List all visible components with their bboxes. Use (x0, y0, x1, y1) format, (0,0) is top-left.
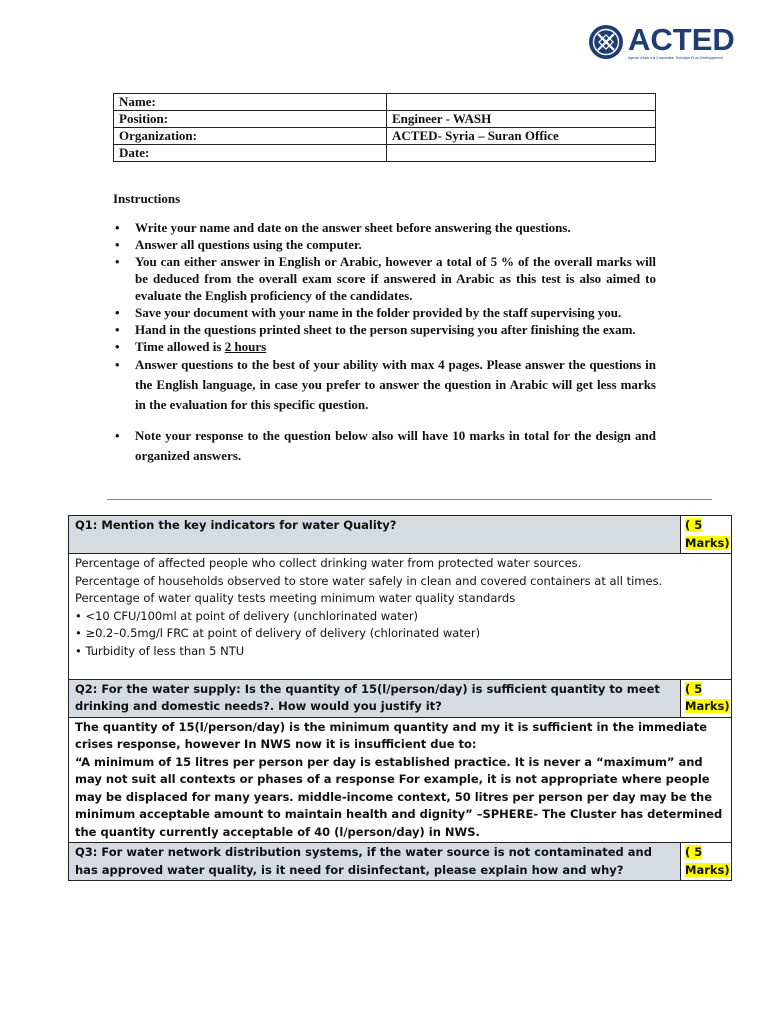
section-divider (107, 499, 712, 500)
answer-line: “A minimum of 15 litres per person per day is established practice. It is never a “maximum” and may not suit all contexts or phases of a response For example, it is not appropriate where people may be displaced for many years. middle-income context, 50 litres per person per day may be the minimum acceptable amount to maintain health and dignity” –SPHERE- The Cluster has determined the quantity currently acceptable of 40 (l/person/day) in NWS. (75, 754, 723, 839)
answer-line: Percentage of households observed to store water safely in clean and covered containers at all times. (75, 573, 663, 588)
answer-line: The quantity of 15(l/person/day) is the minimum quantity and my it is sufficient in the immediate crises response, however In NWS now it is insufficient due to: (75, 719, 708, 751)
time-allowed-value: 2 hours (224, 339, 267, 354)
info-value (387, 94, 656, 111)
instruction-item: • Write your name and date on the answer sheet before answering the questions. (113, 219, 656, 236)
candidate-info-table (113, 93, 656, 162)
info-label: Name: (114, 94, 387, 111)
answer-spacer (75, 660, 725, 678)
instructions-list (113, 219, 656, 466)
answer-line: • <10 CFU/100ml at point of delivery (unchlorinated water) (75, 608, 419, 623)
answer-line: • ≥0.2–0.5mg/l FRC at point of delivery of delivery (chlorinated water) (75, 626, 481, 640)
instruction-item: • You can either answer in English or Arabic, however a total of 5 % of the overall marks will be deduced from the overall exam score if answered in Arabic as this test is also aimed to evaluate the English proficiency of the candidates. (113, 253, 656, 304)
question-text: Q1: Mention the key indicators for water Quality? (69, 516, 681, 554)
instruction-item: • Answer all questions using the computer. (113, 236, 656, 253)
question-row-q2 (69, 679, 732, 717)
marks-cell (681, 679, 732, 717)
answer-row-q1 (69, 554, 732, 680)
logo-tagline: Agence d'Aide à la Coopération Technique Et au Développement (628, 56, 723, 60)
instructions-heading: Instructions (113, 191, 181, 206)
instruction-item: • Save your document with your name in the folder provided by the staff supervising you. (113, 304, 656, 321)
acted-logo (588, 22, 733, 70)
info-row-date (114, 145, 656, 162)
info-label: Organization: (114, 128, 387, 145)
answer-cell (69, 717, 732, 843)
marks-label: ( 5 Marks) (685, 681, 730, 713)
info-row-name (114, 94, 656, 111)
marks-cell (681, 843, 732, 881)
question-text: Q2: For the water supply: Is the quantity of 15(l/person/day) is sufficient quantity to meet drinking and domestic needs?. How would you justify it? (69, 679, 681, 717)
marks-label: ( 5 Marks) (685, 845, 730, 877)
info-label: Position: (114, 111, 387, 128)
acted-badge-icon (588, 24, 624, 60)
answer-line: Percentage of water quality tests meeting minimum water quality standards (75, 591, 516, 605)
question-row-q1 (69, 516, 732, 554)
instruction-item: • Answer questions to the best of your ability with max 4 pages. Please answer the questions in the English language, in case you prefer to answer the question in Arabic will get less marks in the evaluation for this specific question. (113, 355, 656, 415)
marks-cell (681, 516, 732, 554)
answer-cell (69, 554, 732, 680)
answer-row-q2 (69, 717, 732, 843)
info-value: ACTED- Syria – Suran Office (387, 128, 656, 145)
instruction-item-time (113, 338, 656, 355)
instruction-item: • Note your response to the question below also will have 10 marks in total for the design and organized answers. (113, 426, 656, 466)
logo-name: ACTED (628, 22, 735, 57)
answer-line: Percentage of affected people who collect drinking water from protected water sources. (75, 556, 582, 570)
info-value (387, 145, 656, 162)
info-value: Engineer - WASH (387, 111, 656, 128)
marks-label: ( 5 Marks) (685, 518, 730, 550)
info-row-organization (114, 128, 656, 145)
questions-table (68, 515, 732, 881)
info-row-position (114, 111, 656, 128)
instruction-item: • Hand in the questions printed sheet to the person supervising you after finishing the exam. (113, 321, 656, 338)
question-row-q3 (69, 843, 732, 881)
info-label: Date: (114, 145, 387, 162)
question-text: Q3: For water network distribution systems, if the water source is not contaminated and has approved water quality, is it need for disinfectant, please explain how and why? (69, 843, 681, 881)
time-allowed-label: Time allowed is (135, 339, 225, 354)
answer-line: • Turbidity of less than 5 NTU (75, 643, 245, 658)
